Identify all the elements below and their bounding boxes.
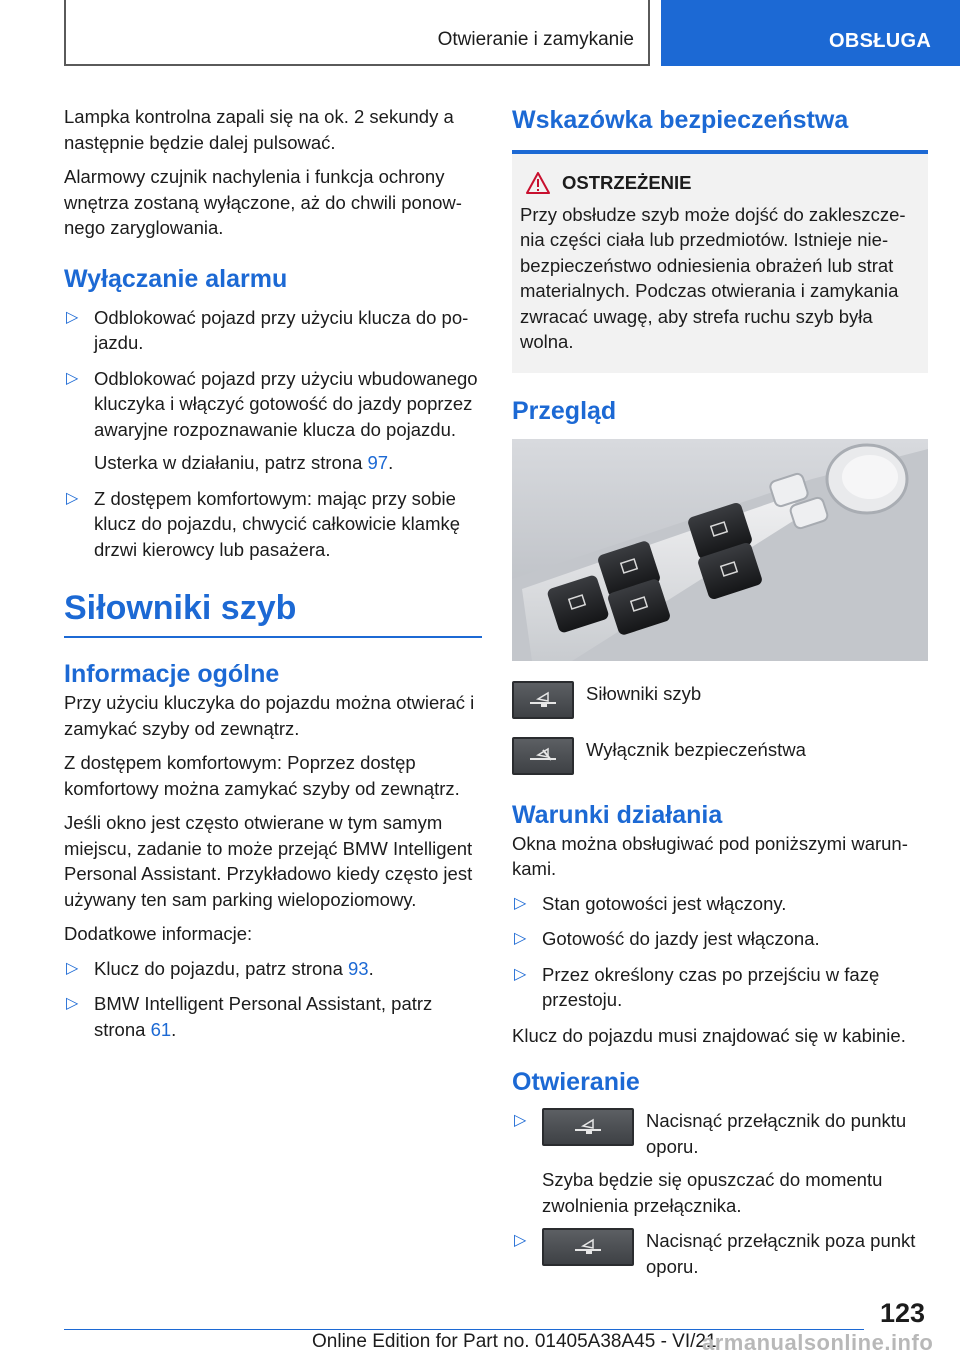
heading-opening: Otwieranie: [512, 1068, 640, 1096]
chapter-header: [64, 0, 650, 66]
conditions-list: [512, 891, 928, 1013]
triangle-bullet-icon: ▷: [514, 930, 527, 947]
legend-label: Siłowniki szyb: [586, 682, 702, 704]
legend-label: Wyłącznik bezpieczeństwa: [586, 738, 806, 760]
page-number: 123: [880, 1298, 926, 1328]
triangle-bullet-icon: ▷: [66, 308, 79, 326]
warning-title: OSTRZEŻENIE: [520, 170, 918, 196]
window-switch-photo: [512, 439, 928, 661]
paragraph: Przy użyciu kluczyka do pojazdu można otwierać i zamykać szyby od zewnątrz.: [64, 692, 475, 739]
heading-window-lifts: Siłowniki szyb: [64, 586, 482, 638]
alarm-list: [64, 305, 482, 563]
right-column: [512, 104, 928, 1289]
triangle-bullet-icon: ▷: [66, 489, 79, 507]
section-tab-label: OBSŁUGA: [829, 30, 932, 52]
list-item: ▷ Stan gotowości jest włączony.: [512, 891, 928, 917]
paragraph: Jeśli okno jest często otwierane w tym samym miejscu, zadanie to może przejąć BMW Intelligent Personal Assistant. Przykładowo kiedy często jest używany ten sam parking wielopoziomowy.: [64, 812, 473, 910]
warning-triangle-icon: [526, 172, 550, 194]
warning-text: Przy obsłudze szyb może dojść do zakleszczenia części ciała lub przedmiotów. Istnieje niebezpieczeństwo odniesienia obrażeń lub strat materialnych. Podczas otwierania i zamykania zwracać uwagę, aby strefa ruchu szyb była wolna.: [520, 203, 906, 352]
list-item: ▷ Klucz do pojazdu, patrz strona 93.: [64, 956, 482, 982]
window-switch-press-beyond-icon: [542, 1228, 634, 1266]
list-note: Szyba będzie się opuszczać do momentu zwolnienia przełącznika.: [542, 1169, 883, 1216]
triangle-bullet-icon: ▷: [514, 965, 527, 983]
opening-list: [512, 1108, 928, 1279]
triangle-bullet-icon: ▷: [66, 995, 79, 1012]
paragraph: Lampka kontrolna zapali się na ok. 2 sekundy a następnie będzie dalej pulsować.: [64, 106, 454, 153]
page-link-61[interactable]: 61: [150, 1018, 172, 1040]
heading-general-info: Informacje ogólne: [64, 660, 280, 688]
left-column: [64, 104, 482, 1052]
list-item: ▷ Gotowość do jazdy jest włączona.: [512, 926, 928, 952]
door-panel-illustration: [512, 439, 928, 661]
list-item: ▷ BMW Intelligent Personal Assistant, patrz strona 61.: [66, 993, 433, 1040]
legend-row: [512, 681, 928, 719]
window-switch-symbol-icon: [512, 681, 574, 719]
heading-overview: Przegląd: [512, 396, 617, 425]
triangle-bullet-icon: ▷: [514, 1232, 527, 1249]
triangle-bullet-icon: ▷: [66, 369, 79, 387]
list-item: ▷ Nacisnąć przełącznik poza punkt oporu.: [514, 1230, 916, 1277]
edition-text: Online Edition for Part no. 01405A38A45 - VI/21: [312, 1331, 717, 1352]
triangle-bullet-icon: ▷: [514, 1112, 527, 1129]
paragraph: Klucz do pojazdu musi znajdować się w kabinie.: [512, 1024, 906, 1046]
page-link-97[interactable]: 97: [367, 452, 389, 473]
list-item: ▷ Przez określony czas po przejściu w fazę przestoju.: [514, 963, 880, 1010]
legend-row: [512, 737, 928, 775]
paragraph: Dodatkowe informacje:: [64, 923, 253, 944]
window-switch-press-icon: [542, 1108, 634, 1146]
list-note: Usterka w działaniu, patrz strona 97.: [94, 452, 394, 473]
list-item: ▷ Z dostępem komfortowym: mając przy sobie klucz do pojazdu, chwycić całkowicie klamkę drzwi kierowcy lub pasażera.: [66, 487, 461, 560]
heading-operating-conditions: Warunki działania: [512, 800, 723, 829]
triangle-bullet-icon: ▷: [514, 894, 527, 912]
watermark: armanualsonline.info: [702, 1330, 934, 1355]
safety-switch-symbol-icon: [512, 737, 574, 775]
triangle-bullet-icon: ▷: [66, 959, 79, 977]
paragraph: Z dostępem komfortowym: Poprzez dostęp komfortowy można zamykać szyby od zewnątrz.: [64, 752, 460, 799]
heading-safety-note: Wskazówka bezpieczeństwa: [512, 106, 849, 134]
list-item: ▷ Odblokować pojazd przy użyciu wbudowanego kluczyka i włączyć gotowość do jazdy poprzez awaryjne rozpoznawanie klucza do pojazdu. Usterka w działaniu, patrz strona 97.: [64, 366, 482, 476]
chapter-title: Otwieranie i zamykanie: [437, 29, 634, 50]
heading-alarm-off: Wyłączanie alarmu: [64, 264, 288, 293]
list-item: ▷ Nacisnąć przełącznik do punktu oporu. Szyba będzie się opuszczać do momentu zwolnienia przełącznika.: [512, 1108, 928, 1218]
warning-box: [512, 150, 928, 373]
more-info-list: [64, 956, 482, 1043]
paragraph: Alarmowy czujnik nachylenia i funkcja ochrony wnętrza zostaną wyłączone, aż do chwili ponownego zaryglowania.: [64, 166, 462, 238]
list-item: ▷ Odblokować pojazd przy użyciu klucza do pojazdu.: [66, 306, 469, 353]
paragraph: Okna można obsługiwać pod poniższymi warunkami.: [512, 832, 908, 879]
section-tab[interactable]: [661, 0, 960, 66]
page-link-93[interactable]: 93: [348, 957, 369, 979]
